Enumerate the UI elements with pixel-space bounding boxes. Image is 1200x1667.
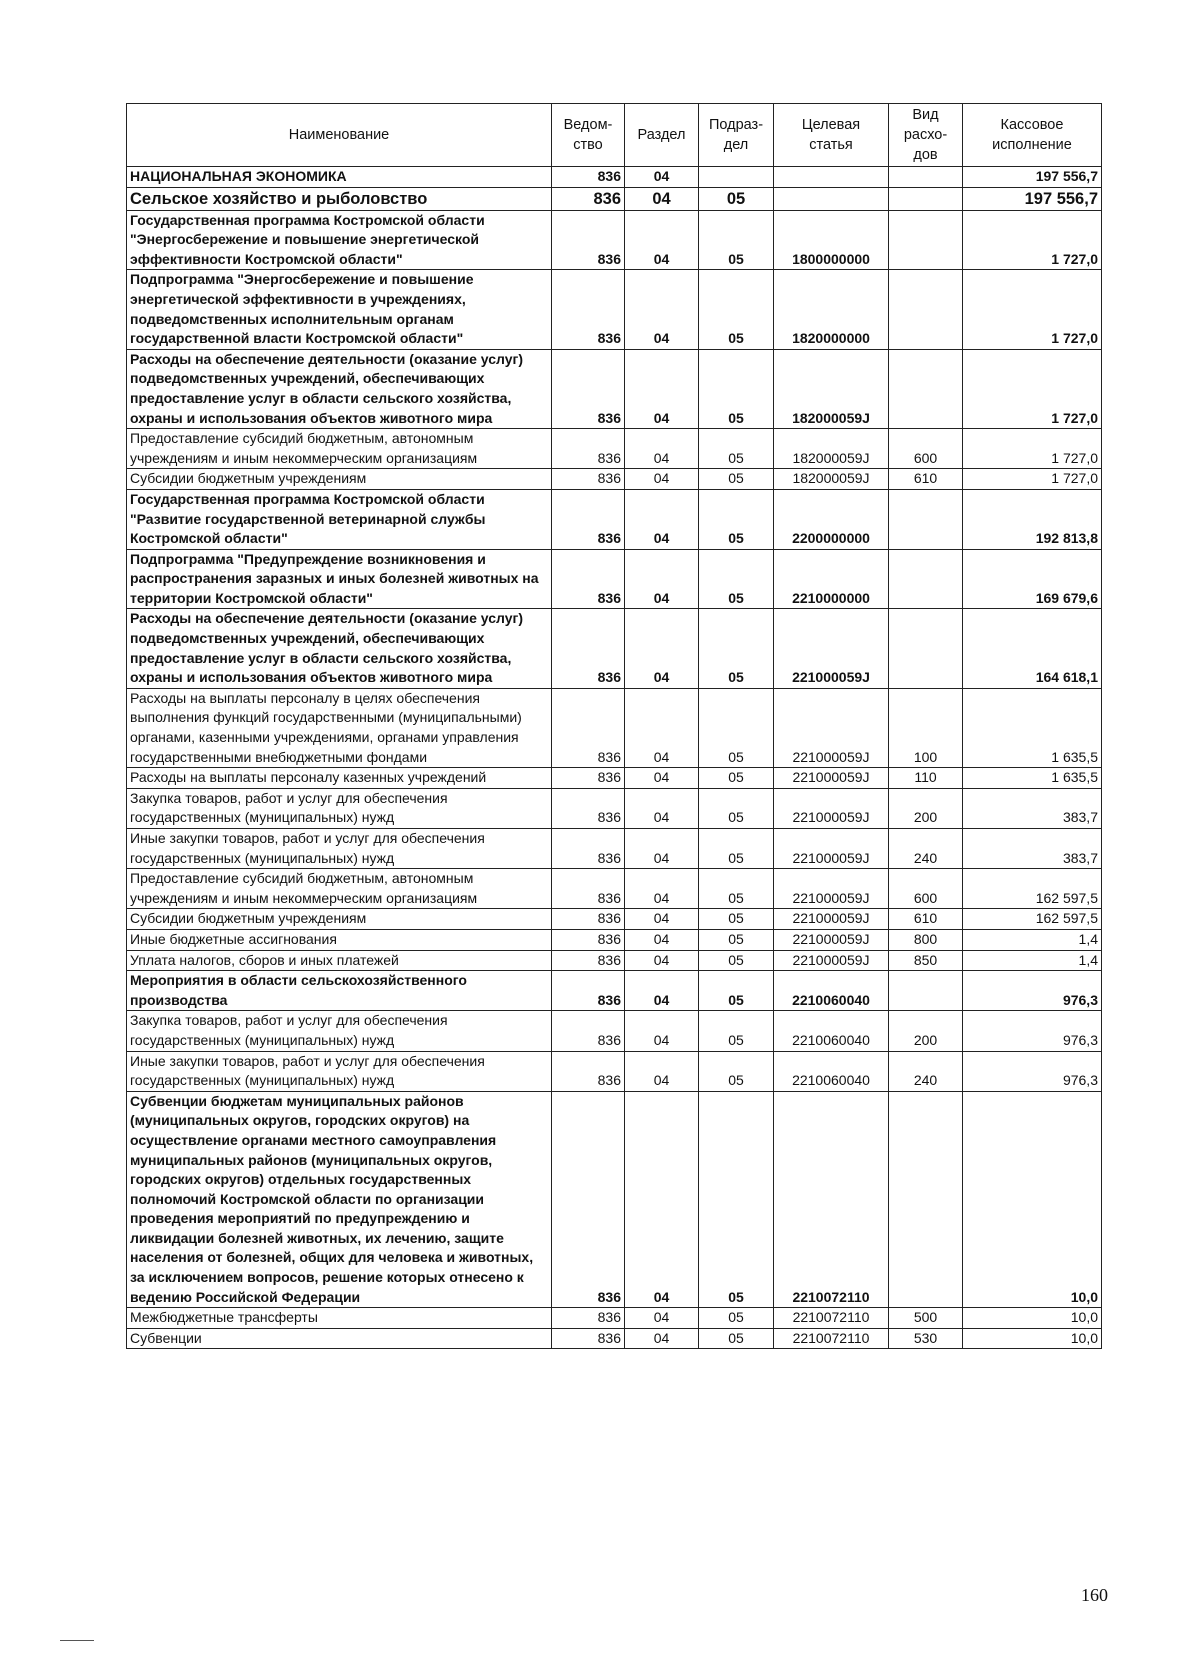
row-ministry: 836 [552, 929, 625, 950]
row-ministry: 836 [552, 950, 625, 971]
header-row [127, 104, 1102, 167]
row-subsection: 05 [699, 1051, 774, 1091]
row-ministry: 836 [552, 869, 625, 909]
row-ministry: 836 [552, 1091, 625, 1308]
table-row [127, 909, 1102, 930]
table-row [127, 869, 1102, 909]
row-amount: 10,0 [963, 1308, 1102, 1329]
row-name: Государственная программа Костромской области "Развитие государственной ветеринарной службы Костромской области" [127, 489, 552, 549]
row-amount: 1 635,5 [963, 768, 1102, 789]
row-ministry: 836 [552, 1328, 625, 1349]
row-expense-type [889, 609, 963, 688]
row-amount: 169 679,6 [963, 549, 1102, 609]
row-ministry: 836 [552, 909, 625, 930]
row-section: 04 [625, 909, 699, 930]
row-name: Иные закупки товаров, работ и услуг для обеспечения государственных (муниципальных) нужд [127, 829, 552, 869]
row-subsection: 05 [699, 768, 774, 789]
row-section: 04 [625, 549, 699, 609]
row-target [774, 187, 889, 210]
row-subsection: 05 [699, 489, 774, 549]
row-expense-type: 500 [889, 1308, 963, 1329]
row-name: Предоставление субсидий бюджетным, автономным учреждениям и иным некоммерческим организациям [127, 429, 552, 469]
row-expense-type [889, 1091, 963, 1308]
row-target: 221000059J [774, 869, 889, 909]
header-ministry: Ведом- ство [552, 104, 625, 167]
row-ministry: 836 [552, 549, 625, 609]
row-section: 04 [625, 167, 699, 188]
table-row [127, 829, 1102, 869]
row-target: 221000059J [774, 829, 889, 869]
row-section: 04 [625, 1328, 699, 1349]
row-name: Закупка товаров, работ и услуг для обеспечения государственных (муниципальных) нужд [127, 1011, 552, 1051]
row-target: 2200000000 [774, 489, 889, 549]
table-row [127, 688, 1102, 767]
header-target: Целевая статья [774, 104, 889, 167]
row-amount: 1 727,0 [963, 270, 1102, 349]
row-subsection: 05 [699, 909, 774, 930]
row-name: Иные закупки товаров, работ и услуг для обеспечения государственных (муниципальных) нужд [127, 1051, 552, 1091]
row-ministry: 836 [552, 270, 625, 349]
budget-table [126, 103, 1102, 1349]
row-ministry: 836 [552, 688, 625, 767]
row-ministry: 836 [552, 1051, 625, 1091]
row-target: 2210072110 [774, 1328, 889, 1349]
row-section: 04 [625, 1091, 699, 1308]
table-row [127, 1308, 1102, 1329]
row-name: Субвенции [127, 1328, 552, 1349]
row-subsection: 05 [699, 929, 774, 950]
row-section: 04 [625, 929, 699, 950]
row-amount: 162 597,5 [963, 909, 1102, 930]
row-subsection [699, 167, 774, 188]
table-row [127, 1051, 1102, 1091]
row-expense-type: 610 [889, 469, 963, 490]
row-amount: 197 556,7 [963, 187, 1102, 210]
row-subsection: 05 [699, 1308, 774, 1329]
row-name: Подпрограмма "Энергосбережение и повышение энергетической эффективности в учреждениях, подведомственных исполнительным органам государственной власти Костромской области" [127, 270, 552, 349]
table-row [127, 768, 1102, 789]
row-subsection: 05 [699, 869, 774, 909]
row-subsection: 05 [699, 1091, 774, 1308]
row-name: Субсидии бюджетным учреждениям [127, 469, 552, 490]
table-row [127, 489, 1102, 549]
row-ministry: 836 [552, 489, 625, 549]
row-target: 221000059J [774, 788, 889, 828]
row-section: 04 [625, 270, 699, 349]
row-ministry: 836 [552, 429, 625, 469]
row-name: НАЦИОНАЛЬНАЯ ЭКОНОМИКА [127, 167, 552, 188]
row-subsection: 05 [699, 1328, 774, 1349]
row-expense-type: 800 [889, 929, 963, 950]
row-expense-type [889, 167, 963, 188]
row-ministry: 836 [552, 609, 625, 688]
row-amount: 976,3 [963, 971, 1102, 1011]
header-expense-type: Вид расхо- дов [889, 104, 963, 167]
row-expense-type [889, 187, 963, 210]
row-subsection: 05 [699, 609, 774, 688]
row-subsection: 05 [699, 270, 774, 349]
row-amount: 1 727,0 [963, 349, 1102, 428]
row-amount: 164 618,1 [963, 609, 1102, 688]
row-target: 182000059J [774, 469, 889, 490]
row-name: Мероприятия в области сельскохозяйственного производства [127, 971, 552, 1011]
table-row [127, 971, 1102, 1011]
row-name: Предоставление субсидий бюджетным, автономным учреждениям и иным некоммерческим организациям [127, 869, 552, 909]
table-row [127, 609, 1102, 688]
row-ministry: 836 [552, 187, 625, 210]
row-amount: 1,4 [963, 929, 1102, 950]
row-target: 2210000000 [774, 549, 889, 609]
table-row [127, 210, 1102, 270]
row-amount: 1 727,0 [963, 210, 1102, 270]
row-section: 04 [625, 1051, 699, 1091]
row-section: 04 [625, 609, 699, 688]
row-name: Расходы на обеспечение деятельности (оказание услуг) подведомственных учреждений, обеспечивающих предоставление услуг в области сельского хозяйства, охраны и использования объектов животного мира [127, 349, 552, 428]
row-target: 221000059J [774, 688, 889, 767]
row-expense-type: 200 [889, 788, 963, 828]
row-ministry: 836 [552, 469, 625, 490]
row-name: Субсидии бюджетным учреждениям [127, 909, 552, 930]
table-row [127, 429, 1102, 469]
row-expense-type: 100 [889, 688, 963, 767]
row-expense-type [889, 489, 963, 549]
table-row [127, 187, 1102, 210]
row-amount: 1,4 [963, 950, 1102, 971]
row-section: 04 [625, 869, 699, 909]
row-amount: 383,7 [963, 829, 1102, 869]
table-row [127, 1091, 1102, 1308]
row-ministry: 836 [552, 971, 625, 1011]
row-expense-type [889, 971, 963, 1011]
row-section: 04 [625, 1011, 699, 1051]
row-expense-type: 110 [889, 768, 963, 789]
row-expense-type [889, 210, 963, 270]
table-row [127, 929, 1102, 950]
row-section: 04 [625, 429, 699, 469]
row-section: 04 [625, 187, 699, 210]
row-section: 04 [625, 971, 699, 1011]
row-subsection: 05 [699, 971, 774, 1011]
row-amount: 1 727,0 [963, 469, 1102, 490]
table-row [127, 1328, 1102, 1349]
header-amount: Кассовое исполнение [963, 104, 1102, 167]
row-ministry: 836 [552, 349, 625, 428]
row-expense-type: 200 [889, 1011, 963, 1051]
row-subsection: 05 [699, 688, 774, 767]
row-amount: 1 635,5 [963, 688, 1102, 767]
row-expense-type [889, 270, 963, 349]
header-name: Наименование [127, 104, 552, 167]
row-amount: 976,3 [963, 1051, 1102, 1091]
row-target: 2210072110 [774, 1091, 889, 1308]
row-amount: 197 556,7 [963, 167, 1102, 188]
row-subsection: 05 [699, 788, 774, 828]
table-row [127, 167, 1102, 188]
row-section: 04 [625, 768, 699, 789]
row-name: Уплата налогов, сборов и иных платежей [127, 950, 552, 971]
header-subsection: Подраз- дел [699, 104, 774, 167]
row-target: 2210060040 [774, 1051, 889, 1091]
table-row [127, 270, 1102, 349]
row-target: 182000059J [774, 349, 889, 428]
row-name: Субвенции бюджетам муниципальных районов (муниципальных округов, городских округов) на осуществление органами местного самоуправления муниципальных районов (муниципальных округов, городских округов) отдельных государственных полномочий Костромской области по организации проведения мероприятий по предупреждению и ликвидации болезней животных, их лечению, защите населения от болезней, общих для человека и животных, за исключением вопросов, решение которых отнесено к ведению Российской Федерации [127, 1091, 552, 1308]
row-section: 04 [625, 489, 699, 549]
row-name: Подпрограмма "Предупреждение возникновения и распространения заразных и иных болезней животных на территории Костромской области" [127, 549, 552, 609]
row-ministry: 836 [552, 788, 625, 828]
row-expense-type: 610 [889, 909, 963, 930]
row-name: Закупка товаров, работ и услуг для обеспечения государственных (муниципальных) нужд [127, 788, 552, 828]
row-ministry: 836 [552, 1308, 625, 1329]
row-ministry: 836 [552, 1011, 625, 1051]
page-number: 160 [1081, 1585, 1108, 1605]
row-name: Расходы на выплаты персоналу в целях обеспечения выполнения функций государственными (муниципальными) органами, казенными учреждениями, органами управления государственными внебюджетными фондами [127, 688, 552, 767]
scan-mark [60, 1640, 94, 1641]
row-subsection: 05 [699, 210, 774, 270]
row-name: Сельское хозяйство и рыболовство [127, 187, 552, 210]
header-section: Раздел [625, 104, 699, 167]
row-amount: 10,0 [963, 1328, 1102, 1349]
row-target: 221000059J [774, 929, 889, 950]
row-section: 04 [625, 788, 699, 828]
table-row [127, 349, 1102, 428]
row-section: 04 [625, 469, 699, 490]
row-subsection: 05 [699, 829, 774, 869]
row-expense-type: 850 [889, 950, 963, 971]
row-target: 182000059J [774, 429, 889, 469]
row-amount: 383,7 [963, 788, 1102, 828]
row-section: 04 [625, 950, 699, 971]
row-ministry: 836 [552, 210, 625, 270]
row-amount: 1 727,0 [963, 429, 1102, 469]
row-section: 04 [625, 210, 699, 270]
row-target: 221000059J [774, 609, 889, 688]
table-row [127, 549, 1102, 609]
row-target: 2210060040 [774, 971, 889, 1011]
row-ministry: 836 [552, 167, 625, 188]
row-expense-type [889, 549, 963, 609]
row-subsection: 05 [699, 950, 774, 971]
row-target: 221000059J [774, 768, 889, 789]
row-ministry: 836 [552, 829, 625, 869]
row-target: 221000059J [774, 950, 889, 971]
row-name: Иные бюджетные ассигнования [127, 929, 552, 950]
row-expense-type [889, 349, 963, 428]
row-expense-type: 240 [889, 829, 963, 869]
table-row [127, 950, 1102, 971]
table-body [127, 167, 1102, 1349]
row-subsection: 05 [699, 349, 774, 428]
row-name: Межбюджетные трансферты [127, 1308, 552, 1329]
table-row [127, 1011, 1102, 1051]
row-name: Государственная программа Костромской области "Энергосбережение и повышение энергетической эффективности Костромской области" [127, 210, 552, 270]
row-subsection: 05 [699, 187, 774, 210]
row-amount: 162 597,5 [963, 869, 1102, 909]
row-amount: 10,0 [963, 1091, 1102, 1308]
table-row [127, 469, 1102, 490]
row-section: 04 [625, 688, 699, 767]
row-target: 2210060040 [774, 1011, 889, 1051]
row-expense-type: 600 [889, 869, 963, 909]
row-expense-type: 600 [889, 429, 963, 469]
row-target [774, 167, 889, 188]
row-expense-type: 240 [889, 1051, 963, 1091]
row-target: 1820000000 [774, 270, 889, 349]
row-section: 04 [625, 829, 699, 869]
row-name: Расходы на обеспечение деятельности (оказание услуг) подведомственных учреждений, обеспечивающих предоставление услуг в области сельского хозяйства, охраны и использования объектов животного мира [127, 609, 552, 688]
row-ministry: 836 [552, 768, 625, 789]
row-amount: 192 813,8 [963, 489, 1102, 549]
row-subsection: 05 [699, 469, 774, 490]
row-name: Расходы на выплаты персоналу казенных учреждений [127, 768, 552, 789]
table-row [127, 788, 1102, 828]
row-subsection: 05 [699, 1011, 774, 1051]
row-section: 04 [625, 1308, 699, 1329]
row-expense-type: 530 [889, 1328, 963, 1349]
row-section: 04 [625, 349, 699, 428]
row-subsection: 05 [699, 429, 774, 469]
row-subsection: 05 [699, 549, 774, 609]
row-target: 1800000000 [774, 210, 889, 270]
row-target: 2210072110 [774, 1308, 889, 1329]
row-target: 221000059J [774, 909, 889, 930]
row-amount: 976,3 [963, 1011, 1102, 1051]
